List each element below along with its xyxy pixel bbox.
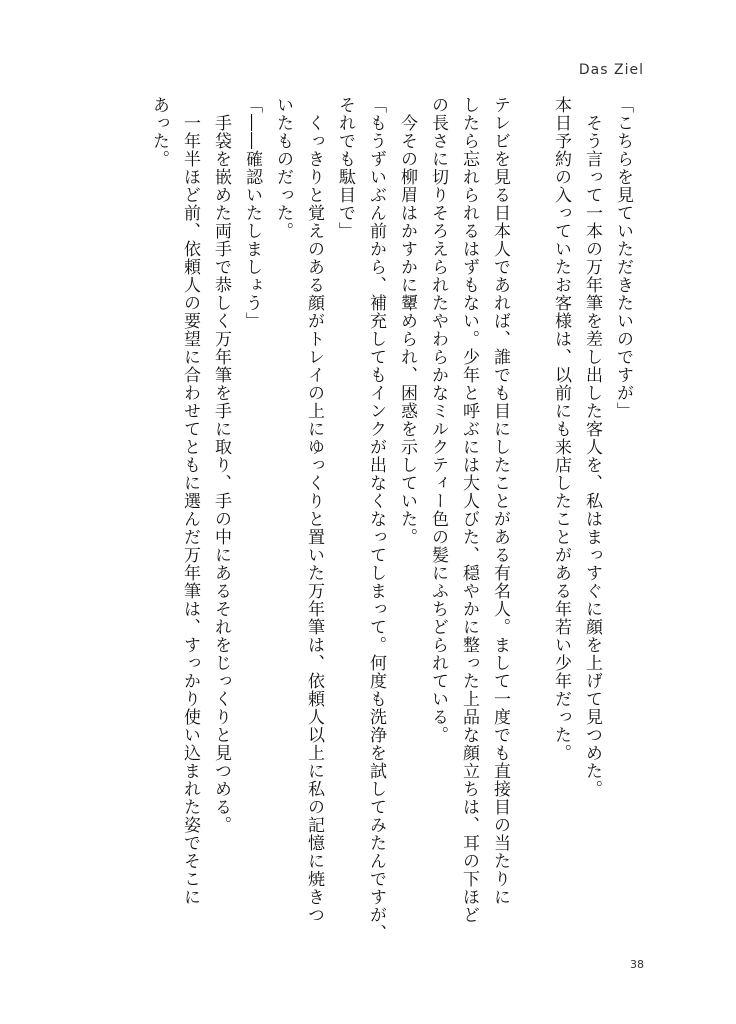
text-line: したら忘れられるはずもない。少年と呼ぶには大人びた、穏やかに整った上品な顔立ちは、耳の下ほど	[459, 96, 479, 924]
text-line: 「こちらを見ていただきたいのですが」	[613, 96, 633, 420]
vertical-body-text	[118, 96, 638, 956]
text-line: 手袋を嵌めた両手で恭しく万年筆を手に取り、手の中にあるそれをじっくりと見つめる。	[211, 96, 231, 834]
text-line: 本日予約の入っていたお客様は、以前にも来店したことがある年若い少年だった。	[551, 96, 571, 762]
text-line: それでも駄目で」	[335, 96, 355, 240]
page-number: 38	[630, 958, 644, 971]
text-line: 「――確認いたしましょう」	[242, 96, 262, 330]
text-line: あった。	[149, 96, 169, 168]
text-line: くっきりと覚えのある顔がトレイの上にゆっくりと置いた万年筆は、依頼人以上に私の記憶に焼きつ	[304, 96, 324, 924]
text-line: そう言って一本の万年筆を差し出した客人を、私はまっすぐに顔を上げて見つめた。	[582, 96, 602, 798]
text-line: テレビを見る日本人であれば、誰でも目にしたことがある有名人。まして一度でも直接目の当たりに	[490, 96, 510, 906]
text-line: いたものだった。	[273, 96, 293, 240]
text-line: 「もうずいぶん前から、補充してもインクが出なくなってしまって。何度も洗浄を試してみたんですが、	[366, 96, 386, 942]
text-line: 一年半ほど前、依頼人の要望に合わせてともに選んだ万年筆は、すっかり使い込まれた姿でそこに	[180, 96, 200, 906]
text-line: 今その柳眉はかすかに顰められ、困惑を示していた。	[397, 96, 417, 546]
text-line: の長さに切りそろえられたやわらかなミルクティー色の髪にふちどられている。	[428, 96, 448, 744]
running-header-title: Das Ziel	[578, 62, 644, 78]
